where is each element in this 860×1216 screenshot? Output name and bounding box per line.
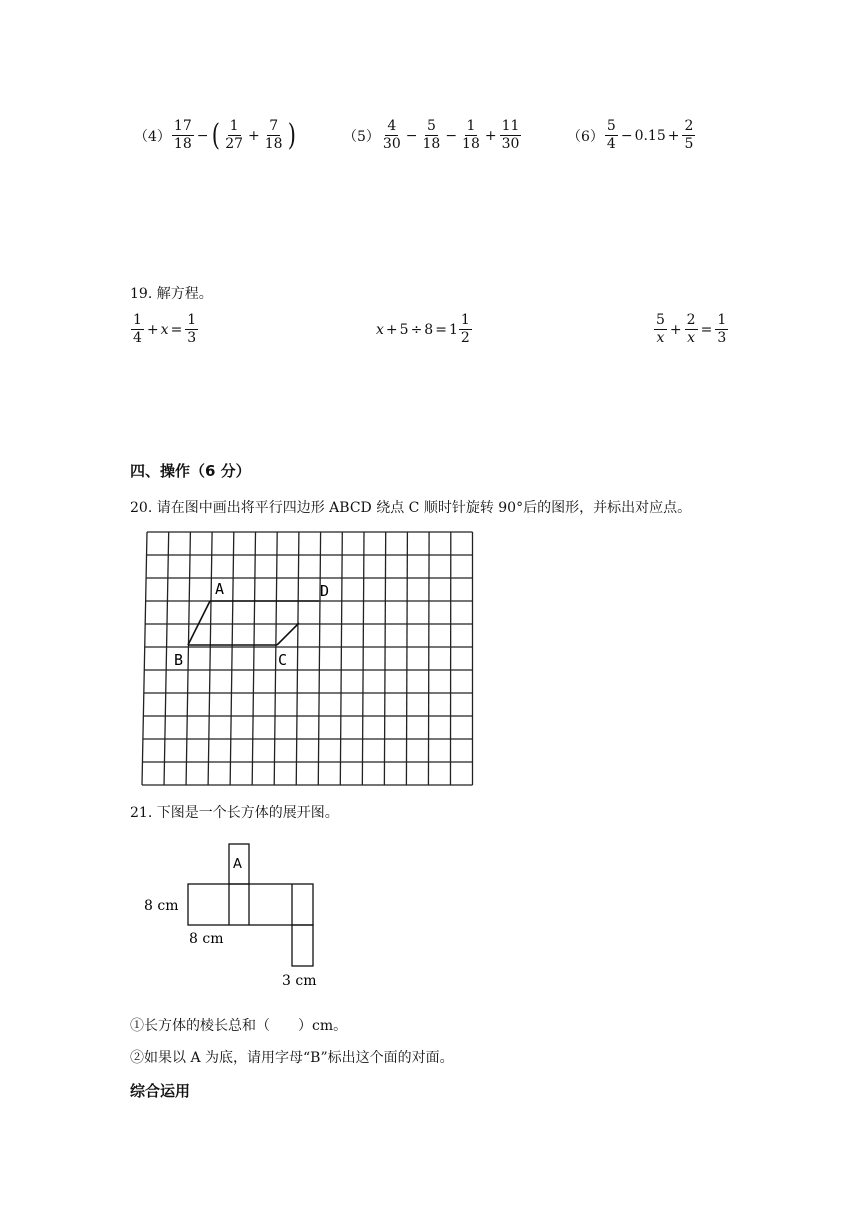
equals-sign: = [700,321,713,338]
denominator: 3 [187,330,197,346]
dimension-label-width: 3 cm [282,973,317,989]
numerator: 1 [717,312,727,328]
mixed-whole: 1 [448,321,458,338]
plus-sign: + [667,127,680,144]
fraction [131,312,144,347]
numerator: 5 [426,118,436,134]
face-label-a: A [233,857,242,872]
grid-svg [137,528,477,790]
problem-label: （6） [567,128,604,145]
numerator: 11 [501,118,520,134]
minus-sign: − [445,127,458,144]
fraction [185,312,198,347]
grid-vertical-line [384,532,385,785]
numerator: 2 [684,118,694,134]
right-paren: ) [287,117,296,153]
net-bottom-face [292,925,313,966]
net-middle-row [188,884,313,925]
fraction [682,118,695,153]
edge-ab [188,601,210,645]
question-19-title: 19. 解方程。 [130,286,213,302]
point-label-c: C [278,651,288,669]
plus-sign: + [146,321,159,338]
grid-vertical-line [318,532,320,785]
grid-vertical-line [428,532,429,785]
denominator: 30 [382,136,401,152]
denominator: 2 [460,330,470,346]
equals-sign: = [435,321,447,338]
equation-2 [376,312,473,347]
numerator: 4 [387,118,397,134]
number: 5 [399,321,409,338]
dimension-label-length: 8 cm [189,931,224,947]
numerator: 1 [187,312,197,328]
plus-sign: + [385,321,398,338]
grid-vertical-line [274,532,277,785]
grid-vertical-line [208,532,212,785]
plus-sign: + [669,321,682,338]
fraction [715,312,728,347]
denominator: x [687,330,696,346]
denominator: 5 [684,136,694,152]
grid-vertical-line [296,532,299,785]
denominator: 3 [717,330,727,346]
fraction [459,312,472,347]
variable-x: x [376,321,384,338]
number: 8 [424,321,434,338]
fraction [460,118,482,153]
question-20-title: 20. 请在图中画出将平行四边形 ABCD 绕点 C 顺时针旋转 90°后的图形，并标出对应点。 [130,500,692,516]
fraction [172,118,194,153]
plus-sign: + [484,127,497,144]
minus-sign: − [405,127,418,144]
point-label-b: B [174,651,184,669]
numerator: 5 [656,312,665,328]
point-label-a: A [215,580,225,598]
dimension-label-height: 8 cm [144,898,179,914]
net-svg [140,838,340,998]
grid-vertical-line [142,532,147,785]
denominator: 18 [422,136,441,152]
fraction [500,118,522,153]
point-label-d: D [320,582,330,600]
divide-sign: ÷ [410,321,423,338]
denominator: 18 [264,136,283,152]
calc-problem-4 [134,118,297,153]
grid-vertical-line [340,532,342,785]
equation-1 [130,312,199,347]
minus-sign: − [196,127,209,144]
numerator: 1 [229,118,239,134]
edge-cd-lower [277,623,299,645]
grid-vertical-line [186,532,190,785]
denominator: 18 [462,136,480,152]
fraction [223,118,245,153]
fraction [685,312,698,347]
equals-sign: = [170,321,183,338]
denominator: 27 [225,136,244,152]
fraction [263,118,285,153]
denominator: 4 [606,136,616,152]
numerator: 1 [460,312,470,328]
numerator: 1 [466,118,476,134]
calc-problem-5 [343,118,522,153]
numerator: 5 [606,118,616,134]
grid-figure [137,528,477,790]
denominator: x [656,330,665,346]
numerator: 17 [173,118,192,134]
fraction [420,118,442,153]
denominator: 30 [501,136,520,152]
numerator: 2 [686,312,696,328]
grid-vertical-line [230,532,234,785]
numerator: 7 [269,118,279,134]
plus-sign: + [248,127,260,144]
problem-label: （4） [134,128,171,145]
grid-vertical-line [406,532,407,785]
grid-vertical-line [164,532,169,785]
cuboid-net-figure [140,838,340,998]
fraction [654,312,667,347]
variable-x: x [160,321,169,338]
fraction [605,118,618,153]
fraction [381,118,403,153]
grid-lines [142,532,473,785]
denominator: 18 [173,136,192,152]
calc-problem-6 [567,118,696,153]
question-21-title: 21. 下图是一个长方体的展开图。 [130,805,339,821]
decimal-term: 0.15 [634,127,666,144]
minus-sign: − [620,127,633,144]
question-21-part-1: ①长方体的棱长总和（ ）cm。 [130,1018,348,1034]
grid-vertical-line [362,532,364,785]
section-5-title: 综合运用 [130,1082,191,1100]
left-paren: ( [212,117,221,153]
grid-vertical-line [252,532,255,785]
problem-label: （5） [343,128,380,145]
equation-3 [653,312,729,347]
question-21-part-2: ②如果以 A 为底，请用字母“B”标出这个面的对面。 [130,1050,454,1066]
numerator: 1 [133,312,142,328]
denominator: 4 [133,330,142,346]
section-4-title: 四、操作（6 分） [130,462,251,480]
